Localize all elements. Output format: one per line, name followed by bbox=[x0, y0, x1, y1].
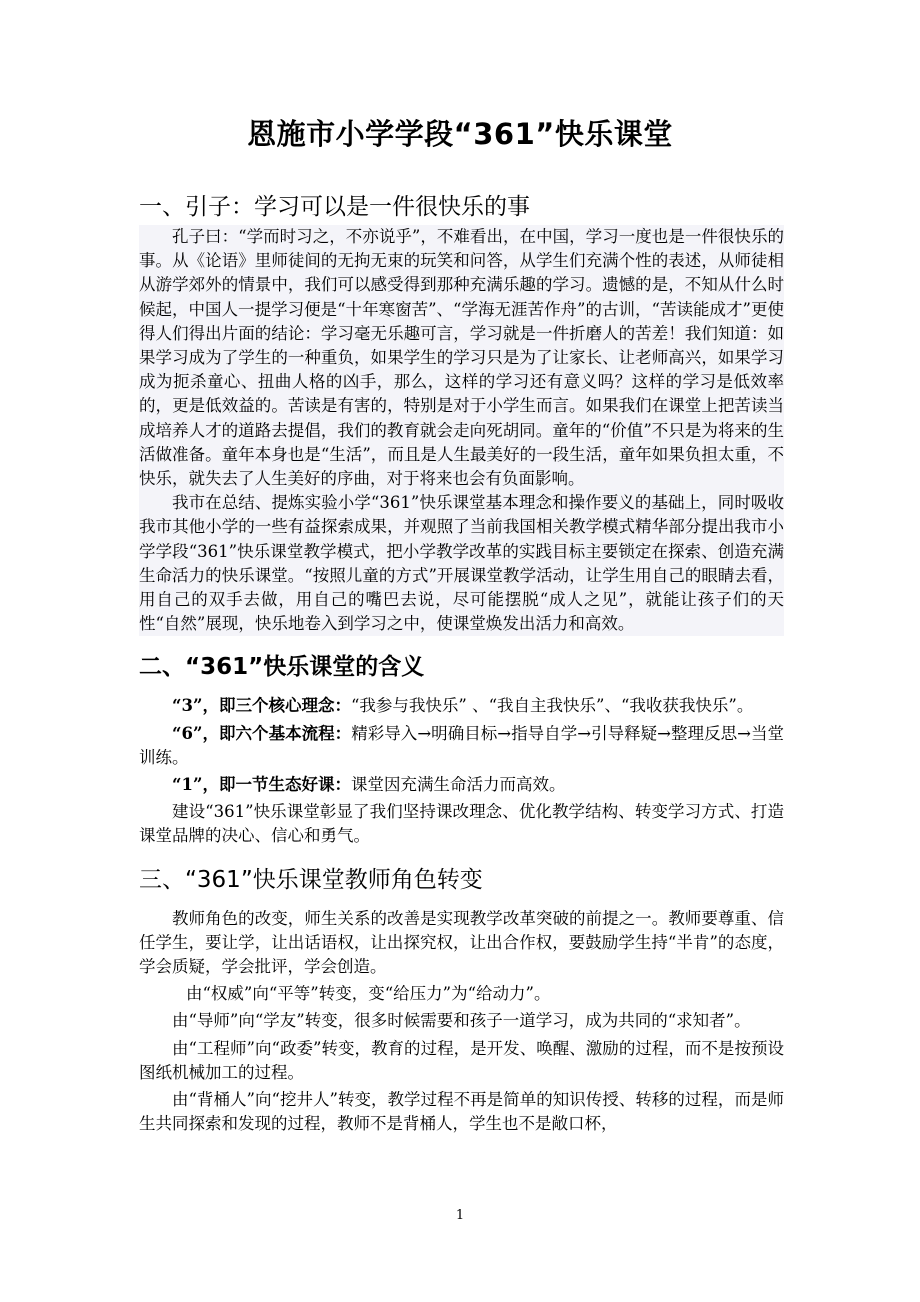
meaning-item-text: 课堂因充满生命活力而高效。 bbox=[350, 775, 566, 795]
meaning-item-6 bbox=[139, 722, 784, 770]
meaning-item-lead: “6”，即六个基本流程： bbox=[172, 723, 352, 743]
meaning-body bbox=[139, 694, 784, 848]
section-heading-teacher-role: 三、“361”快乐课堂教师角色转变 bbox=[139, 866, 483, 893]
section-heading-intro: 一、引子：学习可以是一件很快乐的事 bbox=[139, 194, 530, 220]
teacher-role-body bbox=[139, 907, 784, 1137]
meaning-item-lead: “3”，即三个核心理念： bbox=[172, 696, 351, 716]
teacher-role-paragraph-1: 教师角色的改变，师生关系的改善是实现教学改革突破的前提之一。教师要尊重、信任学生，要让学，让出话语权，让出探究权，让出合作权，要鼓励学生持“半肯”的态度，学会质疑，学会批评，学会创造。 bbox=[139, 908, 784, 977]
intro-shaded-block bbox=[139, 225, 784, 636]
document-body bbox=[139, 190, 784, 1140]
intro-paragraph-1: 孔子曰：“学而时习之，不亦说乎”，不难看出，在中国，学习一度也是一件很快乐的事。从《论语》里师徒间的无拘无束的玩笑和问答，从学生们充满个性的表述，从师徒相从游学郊外的情景中，我们可以感受得到那种充满乐趣的学习。遗憾的是，不知从什么时候起，中国人一提学习便是“十年寒窗苦”、“学海无涯苦作舟”的古训，“苦读能成才”更使得人们得出片面的结论：学习毫无乐趣可言，学习就是一件折磨人的苦差！我们知道：如果学习成为了学生的一种重负，如果学生的学习只是为了让家长、让老师高兴，如果学习成为扼杀童心、扭曲人格的凶手，那么，这样的学习还有意义吗？这样的学习是低效率的，更是低效益的。苦读是有害的，特别是对于小学生而言。如果我们在课堂上把苦读当成培养人才的道路去提倡，我们的教育就会走向死胡同。童年的“价值”不只是为将来的生活做准备。童年本身也是“生活”，而且是人生最美好的一段生活，童年如果负担太重，不快乐，就失去了人生美好的序曲，对于将来也会有负面影响。 bbox=[139, 227, 784, 489]
teacher-role-paragraph-3: 由“导师”向“学友”转变，很多时候需要和孩子一道学习，成为共同的“求知者”。 bbox=[172, 1011, 751, 1031]
meaning-item-text: “我参与我快乐” 、“我自主我快乐”、“我收获我快乐”。 bbox=[350, 696, 754, 716]
meaning-item-3 bbox=[139, 694, 784, 718]
page-number: 1 bbox=[455, 1208, 465, 1223]
section-heading-meaning: 二、“361”快乐课堂的含义 bbox=[139, 654, 425, 681]
meaning-item-lead: “1”，即一节生态好课： bbox=[172, 775, 351, 795]
teacher-role-paragraph-5: 由“背桶人”向“挖井人”转变，教学过程不再是简单的知识传授、转移的过程，而是师生共同探索和发现的过程，教师不是背桶人，学生也不是敞口杯， bbox=[139, 1090, 784, 1134]
meaning-item-text: 精彩导入→明确目标→指导自学→引导释疑→整理反思→当堂训练。 bbox=[139, 723, 784, 767]
teacher-role-paragraph-4: 由“工程师”向“政委”转变，教育的过程，是开发、唤醒、激励的过程，而不是按预设图纸机械加工的过程。 bbox=[139, 1038, 784, 1082]
meaning-closing-paragraph: 建设“361”快乐课堂彰显了我们坚持课改理念、优化教学结构、转变学习方式、打造课堂品牌的决心、信心和勇气。 bbox=[139, 802, 784, 846]
meaning-item-1 bbox=[139, 773, 784, 797]
teacher-role-paragraph-2: 由“权威”向“平等”转变，变“给压力”为“给动力”。 bbox=[186, 984, 551, 1004]
intro-paragraph-2: 我市在总结、提炼实验小学“361”快乐课堂基本理念和操作要义的基础上，同时吸收我市其他小学的一些有益探索成果，并观照了当前我国相关教学模式精华部分提出我市小学学段“361”快乐课堂教学模式，把小学教学改革的实践目标主要锁定在探索、创造充满生命活力的快乐课堂。“按照儿童的方式”开展课堂教学活动，让学生用自己的眼睛去看，用自己的双手去做，用自己的嘴巴去说，尽可能摆脱“成人之见”，就能让孩子们的天性“自然”展现，快乐地卷入到学习之中，使课堂焕发出活力和高效。 bbox=[139, 493, 784, 634]
document-title: 恩施市小学学段“361”快乐课堂 bbox=[247, 117, 673, 151]
